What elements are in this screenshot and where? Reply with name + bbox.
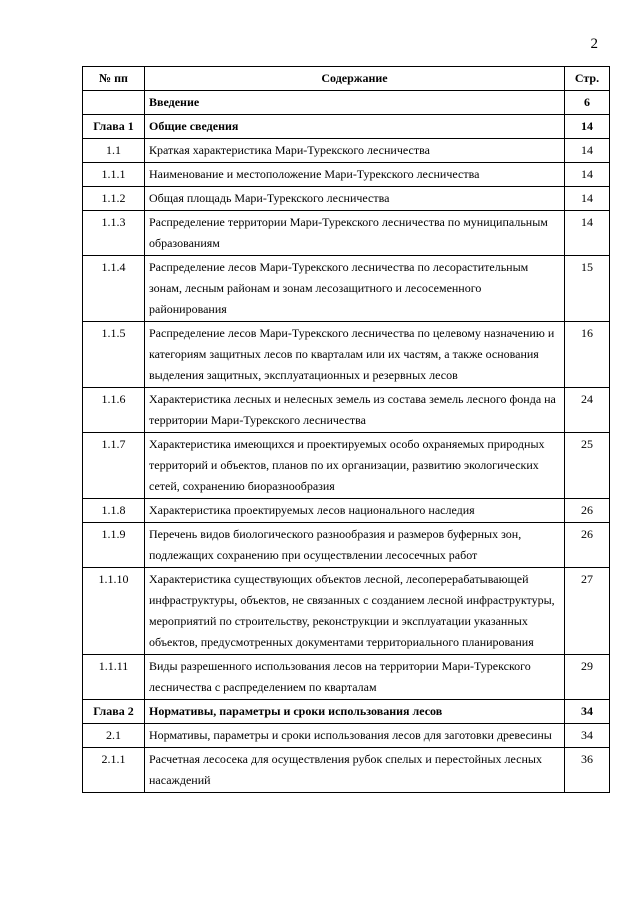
column-header-content: Содержание bbox=[145, 67, 565, 91]
row-title: Виды разрешенного использования лесов на территории Мари-Турекского лесничества с распределением по кварталам bbox=[145, 655, 565, 700]
row-number: 1.1.6 bbox=[83, 388, 145, 433]
row-number: 2.1.1 bbox=[83, 748, 145, 793]
row-title: Характеристика проектируемых лесов национального наследия bbox=[145, 499, 565, 523]
row-title: Нормативы, параметры и сроки использования лесов для заготовки древесины bbox=[145, 724, 565, 748]
table-body bbox=[83, 91, 610, 793]
row-page-number: 29 bbox=[565, 655, 610, 700]
table-row bbox=[83, 322, 610, 388]
page-number: 2 bbox=[590, 36, 598, 52]
row-page-number: 6 bbox=[565, 91, 610, 115]
row-number: 1.1.3 bbox=[83, 211, 145, 256]
row-title: Распределение территории Мари-Турекского лесничества по муниципальным образованиям bbox=[145, 211, 565, 256]
row-page-number: 26 bbox=[565, 523, 610, 568]
row-number: 1.1.11 bbox=[83, 655, 145, 700]
row-title: Нормативы, параметры и сроки использования лесов bbox=[145, 700, 565, 724]
table-row bbox=[83, 91, 610, 115]
row-title: Краткая характеристика Мари-Турекского лесничества bbox=[145, 139, 565, 163]
row-page-number: 14 bbox=[565, 115, 610, 139]
row-number: 1.1.2 bbox=[83, 187, 145, 211]
row-page-number: 14 bbox=[565, 211, 610, 256]
row-title: Общая площадь Мари-Турекского лесничества bbox=[145, 187, 565, 211]
row-number: Глава 1 bbox=[83, 115, 145, 139]
row-number: 1.1.9 bbox=[83, 523, 145, 568]
table-header-row bbox=[83, 67, 610, 91]
table-row bbox=[83, 433, 610, 499]
row-page-number: 14 bbox=[565, 163, 610, 187]
row-page-number: 25 bbox=[565, 433, 610, 499]
table-row bbox=[83, 568, 610, 655]
column-header-number: № пп bbox=[83, 67, 145, 91]
row-page-number: 34 bbox=[565, 724, 610, 748]
table-row bbox=[83, 163, 610, 187]
row-page-number: 27 bbox=[565, 568, 610, 655]
row-title: Характеристика лесных и нелесных земель из состава земель лесного фонда на территории Мари-Турекского лесничества bbox=[145, 388, 565, 433]
row-number: 1.1.1 bbox=[83, 163, 145, 187]
table-row bbox=[83, 388, 610, 433]
table-row bbox=[83, 115, 610, 139]
row-title: Перечень видов биологического разнообразия и размеров буферных зон, подлежащих сохранению при осуществлении лесосечных работ bbox=[145, 523, 565, 568]
row-title: Характеристика имеющихся и проектируемых особо охраняемых природных территорий и объектов, планов по их организации, развитию экологических сетей, сохранению биоразнообразия bbox=[145, 433, 565, 499]
table-row bbox=[83, 187, 610, 211]
table-of-contents bbox=[82, 66, 610, 793]
table-row bbox=[83, 139, 610, 163]
row-number: 1.1.10 bbox=[83, 568, 145, 655]
table-row bbox=[83, 523, 610, 568]
row-page-number: 36 bbox=[565, 748, 610, 793]
table-row bbox=[83, 724, 610, 748]
column-header-page: Стр. bbox=[565, 67, 610, 91]
row-number: 1.1.7 bbox=[83, 433, 145, 499]
row-title: Распределение лесов Мари-Турекского лесничества по целевому назначению и категориям защитных лесов по кварталам или их частям, а также основания выделения защитных, эксплуатационных и резервных лесов bbox=[145, 322, 565, 388]
table-row bbox=[83, 700, 610, 724]
row-title: Общие сведения bbox=[145, 115, 565, 139]
table-row bbox=[83, 499, 610, 523]
row-title: Распределение лесов Мари-Турекского лесничества по лесорастительным зонам, лесным районам и зонам лесозащитного и лесосеменного районирования bbox=[145, 256, 565, 322]
row-number: 1.1.5 bbox=[83, 322, 145, 388]
row-page-number: 26 bbox=[565, 499, 610, 523]
row-number: 1.1.8 bbox=[83, 499, 145, 523]
table-row bbox=[83, 748, 610, 793]
row-number bbox=[83, 91, 145, 115]
row-page-number: 14 bbox=[565, 187, 610, 211]
row-page-number: 15 bbox=[565, 256, 610, 322]
row-number: Глава 2 bbox=[83, 700, 145, 724]
table-row bbox=[83, 211, 610, 256]
table-row bbox=[83, 655, 610, 700]
row-title: Расчетная лесосека для осуществления рубок спелых и перестойных лесных насаждений bbox=[145, 748, 565, 793]
row-page-number: 34 bbox=[565, 700, 610, 724]
row-page-number: 16 bbox=[565, 322, 610, 388]
row-title: Введение bbox=[145, 91, 565, 115]
row-number: 2.1 bbox=[83, 724, 145, 748]
table-row bbox=[83, 256, 610, 322]
row-title: Наименование и местоположение Мари-Турекского лесничества bbox=[145, 163, 565, 187]
row-number: 1.1.4 bbox=[83, 256, 145, 322]
row-title: Характеристика существующих объектов лесной, лесоперерабатывающей инфраструктуры, объектов, не связанных с созданием лесной инфраструктуры, мероприятий по строительству, реконструкции и эксплуатации указанных объектов, предусмотренных документами территориального планирования bbox=[145, 568, 565, 655]
row-number: 1.1 bbox=[83, 139, 145, 163]
row-page-number: 24 bbox=[565, 388, 610, 433]
row-page-number: 14 bbox=[565, 139, 610, 163]
